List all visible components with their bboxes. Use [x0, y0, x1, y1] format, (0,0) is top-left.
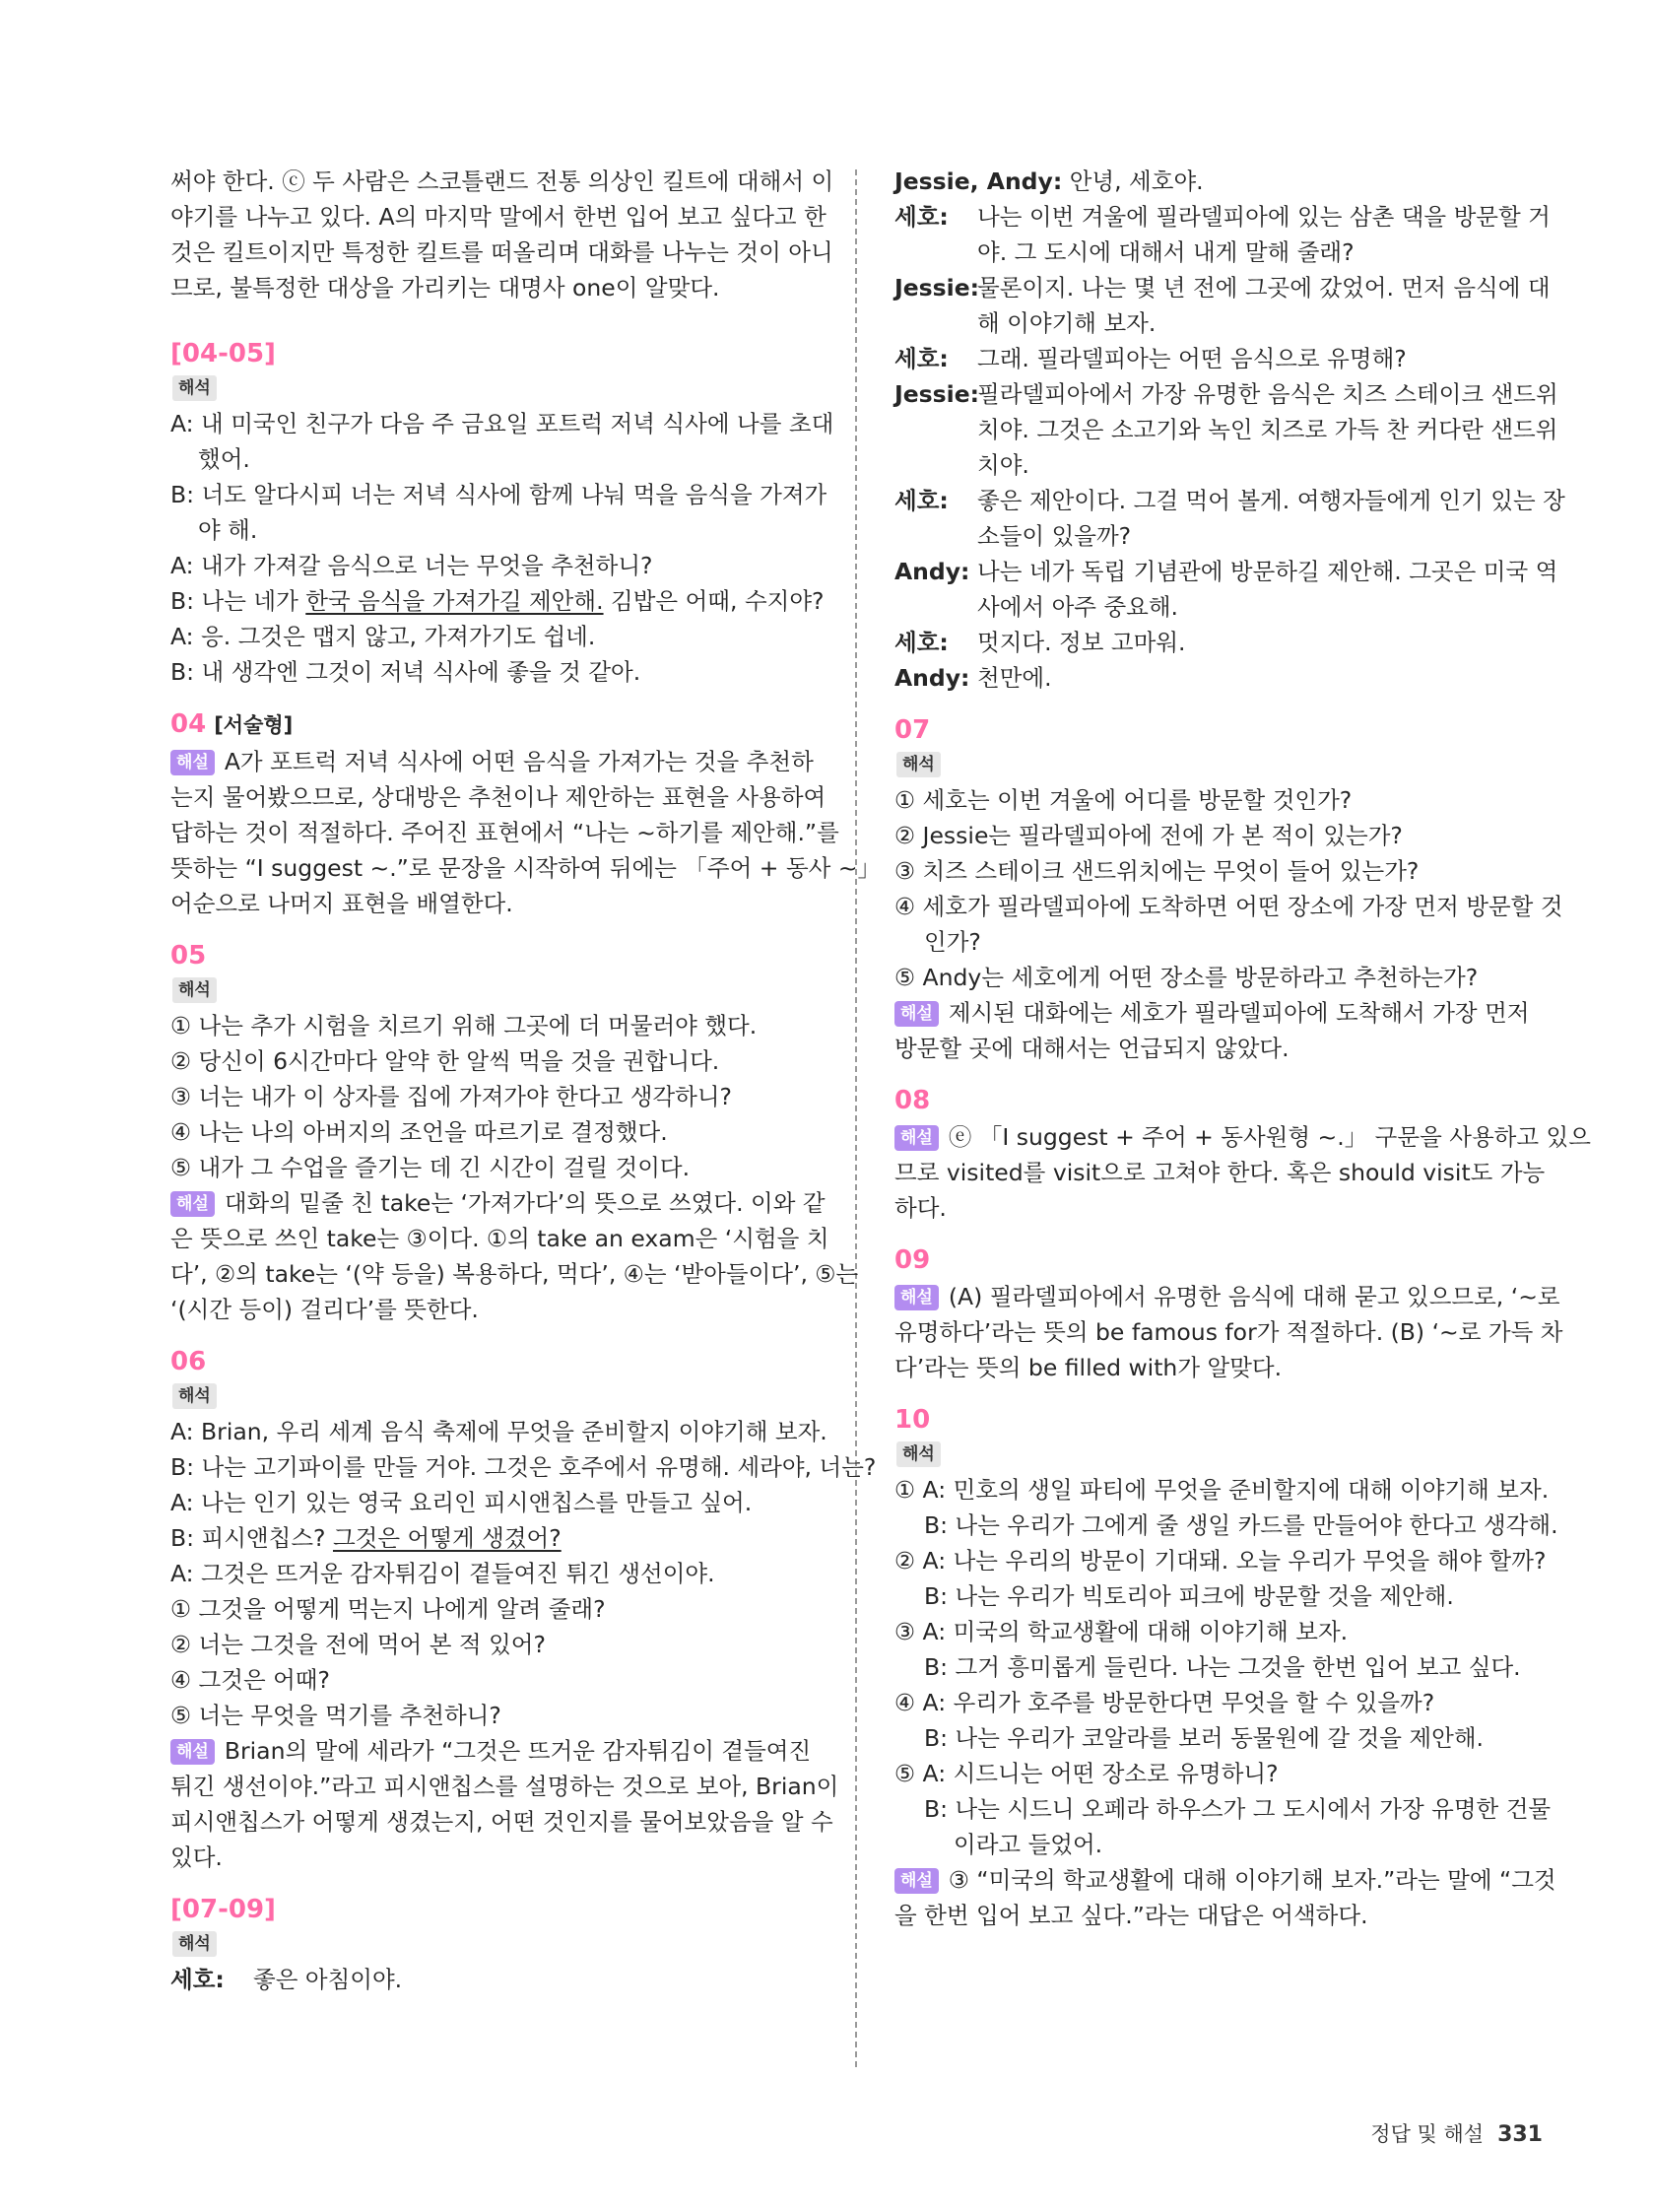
- dialog-line: [894, 412, 1558, 447]
- text-span: ⓔ 「I suggest + 주어 + 동사원형 ~.」 구문을 사용하고 있으: [948, 1123, 1591, 1151]
- text-line: ④ 나는 나의 아버지의 조언을 따르기로 결정했다.: [170, 1118, 668, 1146]
- text-line: B: 나는 시드니 오페라 하우스가 그 도시에서 가장 유명한 건물: [924, 1795, 1552, 1823]
- text-span: B: 피시앤칩스?: [170, 1524, 333, 1552]
- dialog-line: [894, 447, 1543, 483]
- text-line: ① A: 민호의 생일 파티에 무엇을 준비할지에 대해 이야기해 보자.: [894, 1476, 1550, 1504]
- underlined-text: 그것은 어떻게 생겼어?: [332, 1524, 562, 1552]
- text-span: 제시된 대화에는 세호가 필라델피아에 도착해서 가장 먼저: [948, 999, 1530, 1027]
- speaker-label: Jessie, Andy:: [894, 168, 1063, 195]
- section-header: 05: [170, 941, 207, 971]
- text-line: ② 너는 그것을 전에 먹어 본 적 있어?: [170, 1631, 546, 1658]
- speaker-label: Jessie:: [894, 274, 980, 302]
- text-line: ⑤ A: 시드니는 어떤 장소로 유명하니?: [894, 1760, 1279, 1787]
- text-span: 김밥은 어때, 수지야?: [603, 587, 825, 615]
- explanation-tag: 해설: [170, 1191, 215, 1217]
- text-line: A: 나는 인기 있는 영국 요리인 피시앤칩스를 만들고 싶어.: [170, 1489, 753, 1516]
- text-line: A: 그것은 뜨거운 감자튀김이 곁들여진 튀긴 생선이야.: [170, 1560, 715, 1587]
- text-span: ③ “미국의 학교생활에 대해 이야기해 보자.”라는 말에 “그것: [948, 1866, 1556, 1894]
- dialog-text: 좋은 아침이야.: [253, 1966, 403, 1993]
- text-line: ⑤ 너는 무엇을 먹기를 추천하니?: [170, 1702, 501, 1729]
- dialog-line: [894, 589, 1543, 625]
- text-line: 야기를 나누고 있다. A의 마지막 말에서 한번 입어 보고 싶다고 한: [170, 203, 826, 231]
- text-line: [170, 1520, 819, 1556]
- explanation-tag: 해설: [170, 1739, 215, 1765]
- dialog-text: 좋은 제안이다. 그걸 먹어 볼게. 여행자들에게 인기 있는 장: [977, 487, 1565, 514]
- explanation-tag: 해설: [894, 1001, 939, 1027]
- dialog-text: 치야.: [977, 451, 1029, 479]
- text-line: [170, 1733, 819, 1769]
- section-subtitle: [서술형]: [214, 713, 294, 737]
- text-line: ‘(시간 등이) 걸리다’를 뜻한다.: [170, 1296, 479, 1323]
- text-line: ② 당신이 6시간마다 알약 한 알씩 먹을 것을 권합니다.: [170, 1047, 720, 1075]
- text-line: B: 나는 우리가 그에게 줄 생일 카드를 만들어야 한다고 생각해.: [924, 1511, 1558, 1539]
- dialog-line: [894, 376, 1558, 412]
- dialog-text: 나는 네가 독립 기념관에 방문하길 제안해. 그곳은 미국 역: [977, 558, 1558, 585]
- text-line: ① 나는 추가 시험을 치르기 위해 그곳에 더 머물러야 했다.: [170, 1012, 758, 1039]
- speaker-label: 세호:: [894, 345, 949, 372]
- text-line: ④ 세호가 필라델피아에 도착하면 어떤 장소에 가장 먼저 방문할 것: [894, 893, 1563, 920]
- text-span: (A) 필라델피아에서 유명한 음식에 대해 묻고 있으므로, ‘~로: [948, 1283, 1560, 1310]
- section-header: 10: [894, 1405, 931, 1435]
- dialog-text: 천만에.: [977, 664, 1052, 692]
- text-line: ④ A: 우리가 호주를 방문한다면 무엇을 할 수 있을까?: [894, 1689, 1435, 1716]
- text-span: 대화의 밑줄 친 take는 ‘가져가다’의 뜻으로 쓰였다. 이와 같: [224, 1189, 826, 1217]
- speaker-label: Jessie:: [894, 380, 980, 408]
- text-line: 뜻하는 “I suggest ~.”로 문장을 시작하여 뒤에는 「주어 + 동사 ~」: [170, 854, 882, 882]
- dialog-line: [894, 518, 1543, 554]
- text-line: [170, 1185, 826, 1221]
- dialog-line: [894, 554, 1558, 589]
- text-line: A: 내가 가져갈 음식으로 너는 무엇을 추천하니?: [170, 552, 653, 579]
- section-header: [07-09]: [170, 1895, 276, 1924]
- text-line: A: 내 미국인 친구가 다음 주 금요일 포트럭 저녁 식사에 나를 초대: [170, 410, 834, 437]
- text-line: 했어.: [198, 445, 250, 473]
- dialog-line: [894, 305, 1543, 341]
- text-line: 튀긴 생선이야.”라고 피시앤칩스를 설명하는 것으로 보아, Brian이: [170, 1773, 839, 1800]
- text-line: 인가?: [924, 928, 981, 956]
- text-line: B: 나는 우리가 코알라를 보러 동물원에 갈 것을 제안해.: [924, 1724, 1484, 1752]
- dialog-text: 치야. 그것은 소고기와 녹인 치즈로 가득 찬 커다란 샌드위: [977, 416, 1558, 443]
- dialog-line: [894, 341, 1543, 376]
- dialog-line: [894, 660, 1543, 696]
- dialog-text: 물론이지. 나는 몇 년 전에 그곳에 갔었어. 먼저 음식에 대: [977, 274, 1551, 302]
- section-04-05: [170, 335, 834, 690]
- text-line: [894, 1862, 1556, 1898]
- text-line: [894, 995, 1543, 1031]
- text-line: 야 해.: [198, 516, 258, 544]
- page-number: 331: [1497, 2122, 1543, 2147]
- text-line: ③ 너는 내가 이 상자를 집에 가져가야 한다고 생각하니?: [170, 1083, 733, 1110]
- dialog-text: 사에서 아주 중요해.: [977, 593, 1179, 621]
- column-divider: [855, 169, 857, 2067]
- underlined-text: 한국 음식을 가져가길 제안해.: [305, 587, 604, 615]
- translation-tag: 해석: [172, 1931, 217, 1957]
- section-08: [894, 1082, 1591, 1226]
- text-line: 답하는 것이 적절하다. 주어진 표현에서 “나는 ~하기를 제안해.”를: [170, 819, 839, 846]
- text-line: ① 세호는 이번 겨울에 어디를 방문할 것인가?: [894, 786, 1353, 814]
- text-line: 피시앤칩스가 어떻게 생겼는지, 어떤 것인지를 물어보았음을 알 수: [170, 1808, 833, 1836]
- section-07: [894, 711, 1563, 1066]
- text-span: B: 나는 네가: [170, 587, 306, 615]
- dialog-text: 소들이 있을까?: [977, 522, 1132, 550]
- text-line: ③ 치즈 스테이크 샌드위치에는 무엇이 들어 있는가?: [894, 857, 1420, 885]
- dialog-line: [894, 199, 1551, 235]
- text-line: [894, 1279, 1560, 1314]
- text-line: 는지 물어봤으므로, 상대방은 추천이나 제안하는 표현을 사용하여: [170, 783, 826, 811]
- text-line: 다’, ②의 take는 ‘(약 등을) 복용하다, 먹다’, ④는 ‘받아들이다’, ⑤는: [170, 1260, 859, 1288]
- explanation-tag: 해설: [894, 1125, 939, 1151]
- translation-tag: 해석: [172, 375, 217, 401]
- section-header: [04-05]: [170, 339, 276, 369]
- dialog-text: 야. 그 도시에 대해서 내게 말해 줄래?: [977, 238, 1355, 266]
- page-footer: [1370, 2118, 1543, 2148]
- text-line: [170, 744, 819, 779]
- text-line: 써야 한다. ⓒ 두 사람은 스코틀랜드 전통 의상인 킬트에 대해서 이: [170, 168, 834, 195]
- dialog-text: 멋지다. 정보 고마워.: [977, 629, 1186, 656]
- text-line: A: 응. 그것은 맵지 않고, 가져가기도 쉽네.: [170, 623, 596, 650]
- text-line: 유명하다’라는 뜻의 be famous for가 적절하다. (B) ‘~로 가득 차: [894, 1318, 1563, 1346]
- section-05: [170, 937, 859, 1327]
- text-line: 방문할 곳에 대해서는 언급되지 않았다.: [894, 1035, 1289, 1062]
- translation-tag: 해석: [896, 1441, 941, 1467]
- text-line: 이라고 들었어.: [954, 1831, 1103, 1858]
- section-header: 09: [894, 1245, 931, 1275]
- explanation-tag: 해설: [894, 1285, 939, 1310]
- text-line: B: 그거 흥미롭게 들린다. 나는 그것을 한번 입어 보고 싶다.: [924, 1653, 1521, 1681]
- text-line: B: 내 생각엔 그것이 저녁 식사에 좋을 것 같아.: [170, 658, 641, 686]
- text-line: 므로 visited를 visit으로 고쳐야 한다. 혹은 should visit도 가능: [894, 1159, 1546, 1186]
- dialog-text: 필라델피아에서 가장 유명한 음식은 치즈 스테이크 샌드위: [977, 380, 1558, 408]
- explanation-tag: 해설: [170, 750, 215, 775]
- text-line: [170, 583, 825, 619]
- text-line: ① 그것을 어떻게 먹는지 나에게 알려 줄래?: [170, 1595, 606, 1623]
- section-06: [170, 1343, 877, 1875]
- dialog-line: [170, 1962, 819, 1997]
- speaker-label: Andy:: [894, 664, 970, 692]
- text-line: ⑤ Andy는 세호에게 어떤 장소를 방문하라고 추천하는가?: [894, 964, 1479, 991]
- dialog-text: 나는 이번 겨울에 필라델피아에 있는 삼촌 댁을 방문할 거: [977, 203, 1551, 231]
- section-header: [170, 705, 819, 744]
- right-column: [894, 164, 1591, 1933]
- translation-tag: 해석: [172, 977, 217, 1003]
- speaker-label: Andy:: [894, 558, 970, 585]
- dialog-line: [894, 270, 1551, 305]
- text-line: ④ 그것은 어때?: [170, 1666, 330, 1694]
- text-line: B: 너도 알다시피 너는 저녁 식사에 함께 나눠 먹을 음식을 가져가: [170, 481, 827, 508]
- text-line: 것은 킬트이지만 특정한 킬트를 떠올리며 대화를 나누는 것이 아니: [170, 238, 833, 266]
- text-line: ② Jessie는 필라델피아에 전에 가 본 적이 있는가?: [894, 822, 1403, 849]
- section-07-09: [170, 1891, 819, 1997]
- dialog-line: [894, 235, 1543, 270]
- text-line: 하다.: [894, 1194, 947, 1222]
- text-line: ② A: 나는 우리의 방문이 기대돼. 오늘 우리가 무엇을 해야 할까?: [894, 1547, 1547, 1575]
- section-header: 06: [170, 1347, 207, 1376]
- section-header: 07: [894, 715, 931, 745]
- text-line: 므로, 불특정한 대상을 가리키는 대명사 one이 알맞다.: [170, 274, 720, 302]
- explanation-tag: 해설: [894, 1868, 939, 1894]
- section-09: [894, 1241, 1563, 1385]
- text-line: 있다.: [170, 1843, 223, 1871]
- dialog-line: [894, 625, 1543, 660]
- dialog-block: [894, 164, 1565, 696]
- text-span: Brian의 말에 세라가 “그것은 뜨거운 감자튀김이 곁들여진: [224, 1737, 812, 1765]
- section-header: 08: [894, 1086, 931, 1115]
- text-line: 다’라는 뜻의 be filled with가 알맞다.: [894, 1354, 1283, 1381]
- section-number: 04: [170, 709, 207, 739]
- dialog-line: [894, 483, 1565, 518]
- text-span: A가 포트럭 저녁 식사에 어떤 음식을 가져가는 것을 추천하: [224, 748, 814, 775]
- text-line: [894, 1119, 1591, 1155]
- footer-label: 정답 및 해설: [1370, 2122, 1485, 2146]
- speaker-label: 세호:: [894, 629, 949, 656]
- text-line: 은 뜻으로 쓰인 take는 ③이다. ①의 take an exam은 ‘시험을 치: [170, 1225, 829, 1252]
- translation-tag: 해석: [896, 752, 941, 777]
- intro-paragraph: [170, 164, 834, 305]
- text-line: A: Brian, 우리 세계 음식 축제에 무엇을 준비할지 이야기해 보자.: [170, 1418, 827, 1445]
- text-line: 어순으로 나머지 표현을 배열한다.: [170, 890, 513, 917]
- text-line: B: 나는 우리가 빅토리아 피크에 방문할 것을 제안해.: [924, 1582, 1454, 1610]
- text-line: ⑤ 내가 그 수업을 즐기는 데 긴 시간이 걸릴 것이다.: [170, 1154, 691, 1181]
- left-column: [170, 164, 882, 1997]
- section-10: [894, 1401, 1558, 1933]
- text-line: B: 나는 고기파이를 만들 거야. 그것은 호주에서 유명해. 세라야, 너는?: [170, 1453, 877, 1481]
- text-line: ③ A: 미국의 학교생활에 대해 이야기해 보자.: [894, 1618, 1349, 1645]
- dialog-text: 안녕, 세호야.: [1069, 168, 1204, 195]
- speaker-label: 세호:: [170, 1966, 225, 1993]
- speaker-label: 세호:: [894, 203, 949, 231]
- dialog-text: 그래. 필라델피아는 어떤 음식으로 유명해?: [977, 345, 1407, 372]
- speaker-label: 세호:: [894, 487, 949, 514]
- section-04: [170, 705, 882, 921]
- dialog-text: 해 이야기해 보자.: [977, 309, 1157, 337]
- text-line: 을 한번 입어 보고 싶다.”라는 대답은 어색하다.: [894, 1902, 1368, 1929]
- dialog-line: [894, 164, 1543, 199]
- translation-tag: 해석: [172, 1383, 217, 1409]
